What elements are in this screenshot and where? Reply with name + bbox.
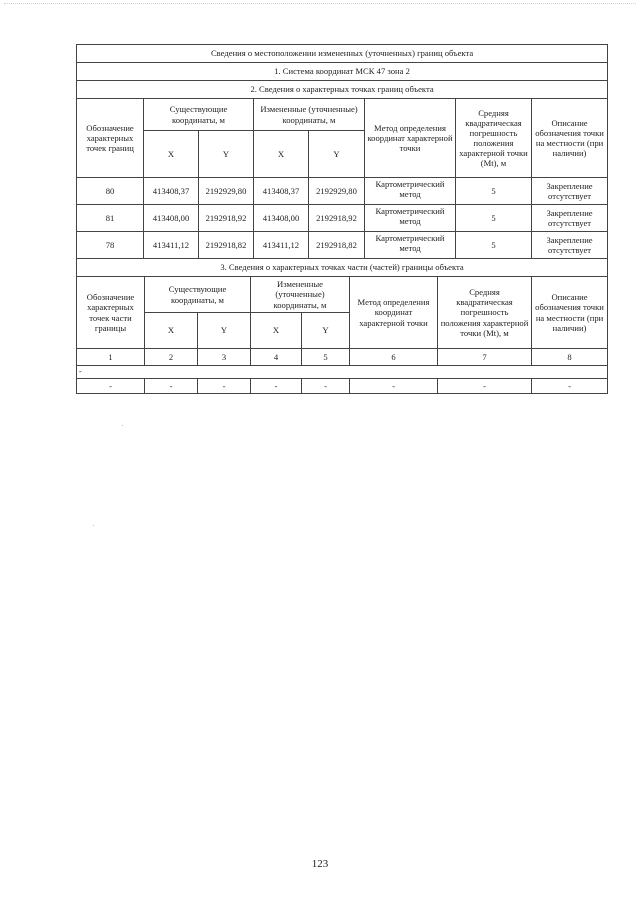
header-changed-x: X — [251, 313, 302, 349]
empty-cell: - — [145, 379, 198, 394]
header-point: Обозначение характерных точек границ — [77, 99, 144, 178]
header-changed-y: Y — [302, 313, 350, 349]
header-accuracy: Средняя квадратическая погрешность положения характерной точки (Mt), м — [438, 277, 532, 349]
cell-existing-y: 2192918,82 — [199, 232, 254, 259]
cell-method: Картометрический метод — [365, 205, 456, 232]
empty-cell: - — [532, 379, 608, 394]
header-existing-y: Y — [198, 313, 251, 349]
scan-speck — [122, 425, 123, 426]
column-number: 1 — [77, 349, 145, 366]
header-changed-coords: Измененные (уточненные) координаты, м — [254, 99, 365, 131]
column-number: 6 — [350, 349, 438, 366]
header-existing-x: X — [144, 131, 199, 178]
header-changed-coords: Измененные (уточненные) координаты, м — [251, 277, 350, 313]
section2-heading: 2. Сведения о характерных точках границ объекта — [77, 81, 608, 99]
section3-heading: 3. Сведения о характерных точках части (частей) границы объекта — [77, 259, 608, 277]
table-row — [77, 232, 608, 259]
header-changed-x: X — [254, 131, 309, 178]
empty-cell: - — [302, 379, 350, 394]
header-existing-y: Y — [199, 131, 254, 178]
cell-accuracy: 5 — [456, 205, 532, 232]
cell-changed-y: 2192929,80 — [309, 178, 365, 205]
empty-cell: - — [251, 379, 302, 394]
empty-cell: - — [198, 379, 251, 394]
header-part-point: Обозначение характерных точек части границы — [77, 277, 145, 349]
table-row — [77, 379, 608, 394]
header-existing-x: X — [145, 313, 198, 349]
cell-changed-x: 413411,12 — [254, 232, 309, 259]
cell-accuracy: 5 — [456, 178, 532, 205]
table-row — [77, 205, 608, 232]
cell-description: Закрепление отсутствует — [532, 205, 608, 232]
column-number: 4 — [251, 349, 302, 366]
cell-existing-y: 2192929,80 — [199, 178, 254, 205]
column-number: 3 — [198, 349, 251, 366]
empty-cell: - — [77, 379, 145, 394]
cell-accuracy: 5 — [456, 232, 532, 259]
column-number: 7 — [438, 349, 532, 366]
part-label-row — [77, 366, 608, 379]
empty-cell: - — [350, 379, 438, 394]
coordinates-form — [76, 44, 607, 394]
cell-point: 80 — [77, 178, 144, 205]
coordinate-system: 1. Система координат МСК 47 зона 2 — [77, 63, 608, 81]
scan-border — [4, 3, 636, 4]
header-method: Метод определения координат характерной точки — [350, 277, 438, 349]
cell-existing-x: 413408,00 — [144, 205, 199, 232]
cell-changed-y: 2192918,82 — [309, 232, 365, 259]
form-title: Сведения о местоположении измененных (уточненных) границ объекта — [77, 45, 608, 63]
cell-changed-x: 413408,37 — [254, 178, 309, 205]
cell-description: Закрепление отсутствует — [532, 178, 608, 205]
cell-description: Закрепление отсутствует — [532, 232, 608, 259]
empty-cell: - — [438, 379, 532, 394]
header-changed-y: Y — [309, 131, 365, 178]
table-row — [77, 178, 608, 205]
cell-point: 81 — [77, 205, 144, 232]
part-label: - — [77, 366, 608, 379]
header-description: Описание обозначения точки на местности (при наличии) — [532, 277, 608, 349]
header-method: Метод определения координат характерной точки — [365, 99, 456, 178]
header-accuracy: Средняя квадратическая погрешность положения характерной точки (Mt), м — [456, 99, 532, 178]
cell-changed-x: 413408,00 — [254, 205, 309, 232]
cell-existing-x: 413411,12 — [144, 232, 199, 259]
cell-method: Картометрический метод — [365, 178, 456, 205]
header-existing-coords: Существующие координаты, м — [144, 99, 254, 131]
column-number: 8 — [532, 349, 608, 366]
header-existing-coords: Существующие координаты, м — [145, 277, 251, 313]
cell-existing-x: 413408,37 — [144, 178, 199, 205]
column-number: 5 — [302, 349, 350, 366]
section2-table — [76, 44, 608, 259]
column-number-row — [77, 349, 608, 366]
page-number: 123 — [311, 858, 329, 870]
cell-method: Картометрический метод — [365, 232, 456, 259]
cell-point: 78 — [77, 232, 144, 259]
cell-existing-y: 2192918,92 — [199, 205, 254, 232]
column-number: 2 — [145, 349, 198, 366]
scan-speck — [93, 525, 94, 526]
section3-table — [76, 258, 608, 394]
header-description: Описание обозначения точки на местности (при наличии) — [532, 99, 608, 178]
cell-changed-y: 2192918,92 — [309, 205, 365, 232]
